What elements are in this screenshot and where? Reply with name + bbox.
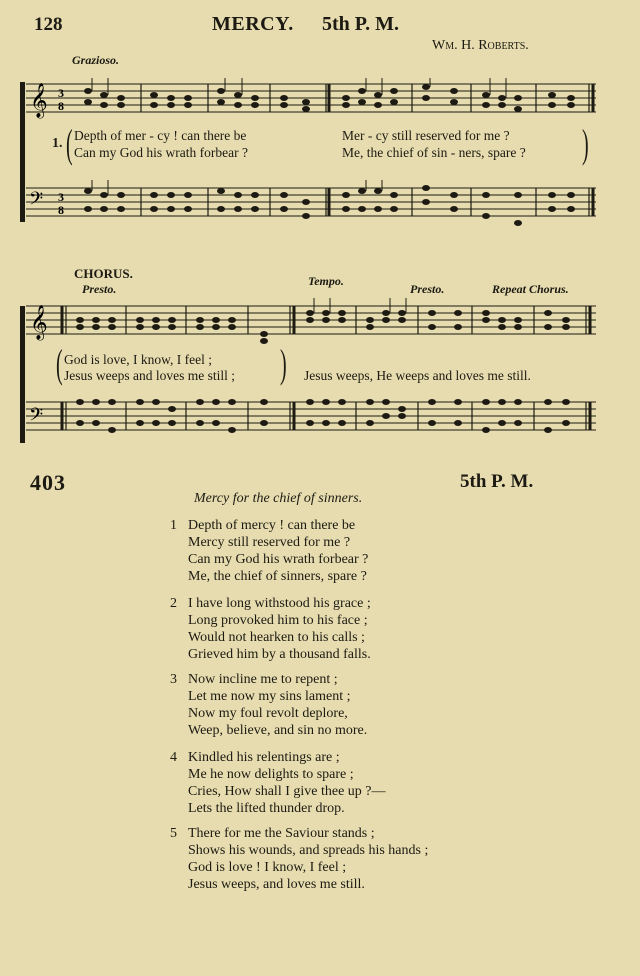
lyrics-brace-right: ) <box>582 121 589 166</box>
svg-text:𝄢: 𝄢 <box>29 189 44 214</box>
lyrics-brace-left: ( <box>66 121 73 166</box>
stanza-line: Lets the lifted thunder drop. <box>188 801 345 816</box>
svg-text:8: 8 <box>58 99 64 113</box>
verse-number: 1. <box>52 136 63 151</box>
svg-text:𝄞: 𝄞 <box>30 83 48 118</box>
lyrics-line1a: Depth of mer - cy ! can there be <box>74 128 247 143</box>
stanza-line: I have long withstood his grace ; <box>188 596 371 611</box>
stanza-line: Would not hearken to his calls ; <box>188 630 365 645</box>
repeat-chorus: Repeat Chorus. <box>492 282 569 296</box>
svg-text:3: 3 <box>58 86 64 100</box>
stanza-line: Now my foul revolt deplore, <box>188 706 348 721</box>
page-number: 128 <box>34 14 63 35</box>
svg-text:3: 3 <box>58 190 64 204</box>
tempo-2: Tempo. <box>308 274 344 288</box>
presto-2: Presto. <box>410 282 445 296</box>
stanza-line: Kindled his relentings are ; <box>188 750 340 765</box>
bass-staff-1 <box>26 180 596 228</box>
stanza-line: Shows his wounds, and spreads his hands ; <box>188 843 429 858</box>
stanza-number: 5 <box>170 826 177 841</box>
stanza-number: 1 <box>170 518 177 533</box>
stanza-line: There for me the Saviour stands ; <box>188 826 375 841</box>
stanza-line: Now incline me to repent ; <box>188 672 338 687</box>
hymn-subtitle: Mercy for the chief of sinners. <box>194 491 363 506</box>
stanza-line: God is love ! I know, I feel ; <box>188 860 347 875</box>
stanza-number: 2 <box>170 596 177 611</box>
chorus-label: CHORUS. <box>74 266 133 281</box>
lyrics-line2b: Me, the chief of sin - ners, spare ? <box>342 145 526 160</box>
svg-text:𝄢: 𝄢 <box>29 405 44 430</box>
chorus-line3: Jesus weeps, He weeps and loves me still. <box>304 368 531 383</box>
stanza-line: Can my God his wrath forbear ? <box>188 552 369 567</box>
hymn-meter: 5th P. M. <box>460 471 534 492</box>
svg-text:8: 8 <box>58 203 64 217</box>
chorus-brace-right: ) <box>280 341 287 386</box>
treble-staff-2 <box>26 298 596 348</box>
chorus-line1: God is love, I know, I feel ; <box>64 352 212 367</box>
chorus-line2: Jesus weeps and loves me still ; <box>64 368 235 383</box>
system-bracket-2 <box>20 306 25 443</box>
stanza-line: Me he now delights to spare ; <box>188 767 354 782</box>
chorus-brace-left: ( <box>56 341 63 386</box>
system-bracket <box>20 82 25 222</box>
stanza-line: Me, the chief of sinners, spare ? <box>188 569 367 584</box>
composer: Wm. H. Roberts. <box>432 38 529 53</box>
lyrics-line2a: Can my God his wrath forbear ? <box>74 145 248 160</box>
tune-title: MERCY. <box>212 13 294 35</box>
stanza-line: Depth of mercy ! can there be <box>188 518 356 533</box>
hymn-number: 403 <box>30 470 66 495</box>
stanza-line: Weep, believe, and sin no more. <box>188 723 368 738</box>
lyrics-line1b: Mer - cy still reserved for me ? <box>342 128 510 143</box>
stanza-number: 3 <box>170 672 177 687</box>
svg-text:𝄞: 𝄞 <box>30 305 48 340</box>
stanza-line: Mercy still reserved for me ? <box>188 535 351 550</box>
tempo-grazioso: Grazioso. <box>72 53 120 67</box>
tune-meter: 5th P. M. <box>322 13 400 35</box>
bass-staff-2 <box>26 394 596 444</box>
stanza-line: Grieved him by a thousand falls. <box>188 647 371 662</box>
stanza-line: Let me now my sins lament ; <box>188 689 351 704</box>
stanza-number: 4 <box>170 750 177 765</box>
stanza-line: Jesus weeps, and loves me still. <box>188 877 365 892</box>
presto-1: Presto. <box>82 282 117 296</box>
stanza-line: Long provoked him to his face ; <box>188 613 368 628</box>
stanza-line: Cries, How shall I give thee up ?— <box>188 784 386 799</box>
treble-staff-1 <box>26 78 596 120</box>
